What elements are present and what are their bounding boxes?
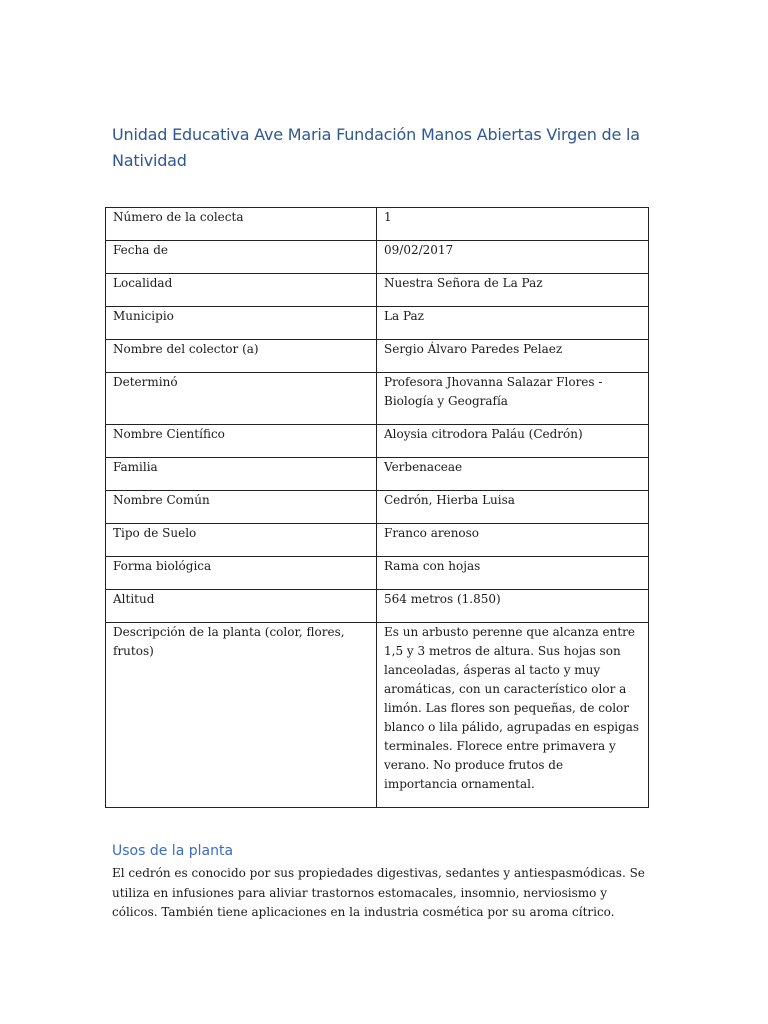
row-label: Localidad — [106, 274, 377, 307]
row-value: Es un arbusto perenne que alcanza entre 1,5 y 3 metros de altura. Sus hojas son lanceoladas, ásperas al tacto y muy aromáticas, con un característico olor a limón. Las flores son pequeñas, de color blanco o lila pálido, agrupadas en espigas terminales. Florece entre primavera y verano. No produce frutos de importancia ornamental. — [377, 623, 649, 808]
row-label: Número de la colecta — [106, 208, 377, 241]
row-label: Nombre Común — [106, 491, 377, 524]
table-row — [106, 274, 649, 307]
table-row — [106, 340, 649, 373]
table-row — [106, 425, 649, 458]
row-label: Fecha de — [106, 241, 377, 274]
table-row — [106, 491, 649, 524]
table-row — [106, 208, 649, 241]
row-value: Verbenaceae — [377, 458, 649, 491]
row-value: 09/02/2017 — [377, 241, 649, 274]
row-value: Sergio Álvaro Paredes Pelaez — [377, 340, 649, 373]
row-label: Altitud — [106, 590, 377, 623]
row-label: Nombre del colector (a) — [106, 340, 377, 373]
table-row — [106, 557, 649, 590]
specimen-table — [105, 207, 649, 808]
row-value: 564 metros (1.850) — [377, 590, 649, 623]
table-row — [106, 241, 649, 274]
row-value: Aloysia citrodora Paláu (Cedrón) — [377, 425, 649, 458]
uses-heading: Usos de la planta — [112, 843, 234, 859]
row-value: Cedrón, Hierba Luisa — [377, 491, 649, 524]
row-value: Rama con hojas — [377, 557, 649, 590]
uses-paragraph: El cedrón es conocido por sus propiedades digestivas, sedantes y antiespasmódicas. Se utiliza en infusiones para aliviar trastornos estomacales, insomnio, nerviosismo y cólicos. También tiene aplicaciones en la industria cosmética por su aroma cítrico. — [112, 866, 645, 919]
row-label: Tipo de Suelo — [106, 524, 377, 557]
table-row — [106, 524, 649, 557]
table-row — [106, 623, 649, 808]
table-row — [106, 307, 649, 340]
row-label: Municipio — [106, 307, 377, 340]
table-row — [106, 590, 649, 623]
row-label: Familia — [106, 458, 377, 491]
row-value: Franco arenoso — [377, 524, 649, 557]
row-label: Determinó — [106, 373, 377, 425]
row-value: 1 — [377, 208, 649, 241]
table-row — [106, 458, 649, 491]
table-row — [106, 373, 649, 425]
row-value: La Paz — [377, 307, 649, 340]
row-label: Forma biológica — [106, 557, 377, 590]
row-label: Descripción de la planta (color, flores, frutos) — [106, 623, 377, 808]
row-value: Profesora Jhovanna Salazar Flores - Biología y Geografía — [377, 373, 649, 425]
row-value: Nuestra Señora de La Paz — [377, 274, 649, 307]
document-title: Unidad Educativa Ave Maria Fundación Manos Abiertas Virgen de la Natividad — [112, 125, 640, 170]
row-label: Nombre Científico — [106, 425, 377, 458]
